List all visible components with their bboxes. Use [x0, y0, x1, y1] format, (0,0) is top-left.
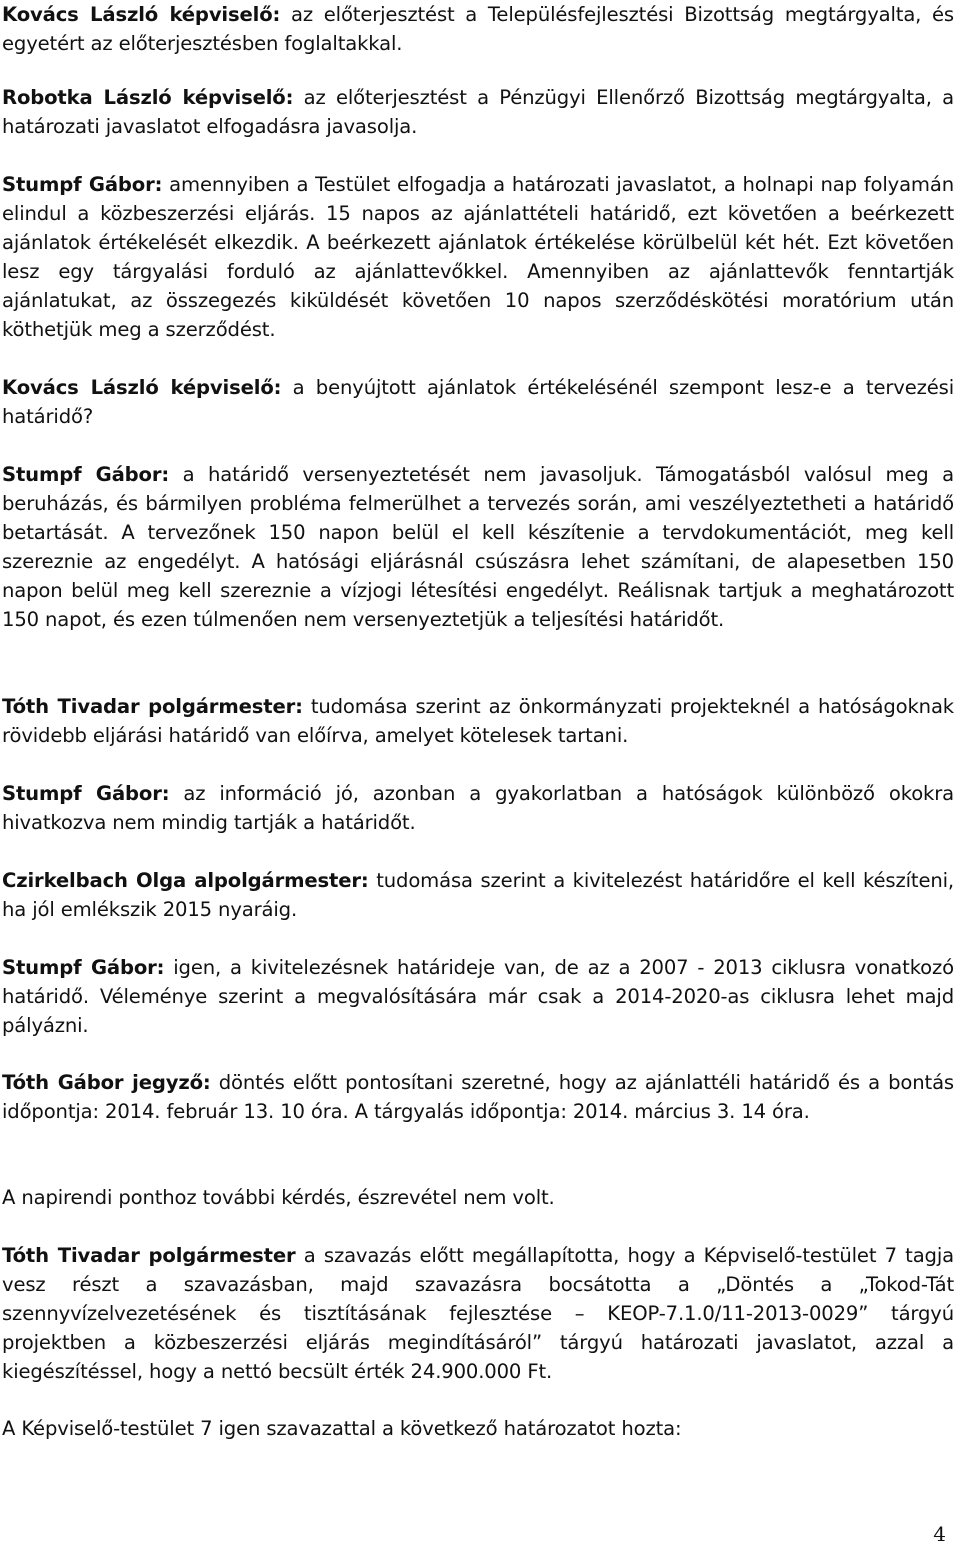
speaker-name: Stumpf Gábor:	[2, 173, 163, 196]
paragraph-toth-tivadar-2	[2, 1241, 954, 1386]
speaker-name: Stumpf Gábor:	[2, 782, 170, 805]
speaker-name: Czirkelbach Olga alpolgármester:	[2, 869, 369, 892]
speaker-name: Stumpf Gábor:	[2, 463, 170, 486]
paragraph-kovacs-1	[2, 0, 954, 58]
paragraph-toth-tivadar-1	[2, 692, 954, 750]
paragraph-czirkelbach	[2, 866, 954, 924]
paragraph-text: tudomása szerint az önkormányzati projekteknél a hatóságoknak rövidebb eljárási határidő van előírva, amelyet kötelesek tartani.	[2, 695, 955, 747]
speaker-name: Tóth Tivadar polgármester	[2, 1244, 296, 1267]
paragraph-text: az információ jó, azonban a gyakorlatban a hatóságok különböző okokra hivatkozva nem mindig tartják a határidőt.	[2, 782, 954, 834]
paragraph-text: döntés előtt pontosítani szeretné, hogy az ajánlattéli határidő és a bontás időpontja: 2014. február 13. 10 óra. A tárgyalás időpontja: 2014. március 3. 14 óra.	[2, 1071, 954, 1123]
speaker-name: Tóth Tivadar polgármester:	[2, 695, 303, 718]
paragraph-text: az előterjesztést a Településfejlesztési Bizottság megtárgyalta, és egyetért az előterjesztésben foglaltakkal.	[2, 3, 954, 55]
paragraph-text: tudomása szerint a kivitelezést határidőre el kell készíteni, ha jól emlékszik 2015 nyaráig.	[2, 869, 954, 921]
paragraph-text: az előterjesztést a Pénzügyi Ellenőrző Bizottság megtárgyalta, a határozati javaslatot elfogadásra javasolja.	[2, 86, 954, 138]
paragraph-no-questions	[2, 1183, 954, 1212]
page-number: 4	[933, 1522, 946, 1546]
paragraph-stumpf-4	[2, 953, 954, 1040]
paragraph-text: A napirendi ponthoz további kérdés, észrevétel nem volt.	[2, 1186, 555, 1209]
paragraph-robotka	[2, 83, 954, 141]
paragraph-text: amennyiben a Testület elfogadja a határozati javaslatot, a holnapi nap folyamán elindul a közbeszerzési eljárás. 15 napos az ajánlattételi határidő, ezt követően a beérkezett ajánlatok értékelését elkezdik. A beérkezett ajánlatok értékelése körülbelül két hét. Ezt követően lesz egy tárgyalási forduló az ajánlattevőkkel. Amennyiben az ajánlattevők fenntartják ajánlatukat, az összegezés kiküldését követően 10 napos szerződéskötési moratórium után köthetjük meg a szerződést.	[2, 173, 954, 341]
paragraph-text: a határidő versenyeztetését nem javasoljuk. Támogatásból valósul meg a beruházás, és bármilyen probléma felmerülhet a tervezés során, ami veszélyeztetheti a határidő betartását. A tervezőnek 150 napon belül el kell készítenie a tervdokumentációt, meg kell szereznie az engedélyt. A hatósági eljárásnál csúszásra lehet számítani, de alapesetben 150 napon belül meg kell szereznie a vízjogi létesítési engedélyt. Reálisnak tartjuk a meghatározott 150 napot, és ezen túlmenően nem versenyeztetjük a teljesítési határidőt.	[2, 463, 954, 631]
paragraph-text: A Képviselő-testület 7 igen szavazattal a következő határozatot hozta:	[2, 1417, 682, 1440]
speaker-name: Stumpf Gábor:	[2, 956, 165, 979]
paragraph-kovacs-2	[2, 373, 954, 431]
speaker-name: Kovács László képviselő:	[2, 3, 281, 26]
speaker-name: Tóth Gábor jegyző:	[2, 1071, 211, 1094]
paragraph-text: a benyújtott ajánlatok értékelésénél szempont lesz-e a tervezési határidő?	[2, 376, 954, 428]
paragraph-text: igen, a kivitelezésnek határideje van, de az a 2007 - 2013 ciklusra vonatkozó határidő. Véleménye szerint a megvalósítására már csak a 2014-2020-as ciklusra lehet majd pályázni.	[2, 956, 954, 1037]
paragraph-stumpf-2	[2, 460, 954, 634]
paragraph-toth-gabor	[2, 1068, 954, 1126]
speaker-name: Robotka László képviselő:	[2, 86, 294, 109]
speaker-name: Kovács László képviselő:	[2, 376, 282, 399]
paragraph-text: a szavazás előtt megállapította, hogy a Képviselő-testület 7 tagja vesz részt a szavazásban, majd szavazásra bocsátotta a „Döntés a „Tokod-Tát szennyvízelvezetésének és tisztításának fejlesztése – KEOP-7.1.0/11-2013-0029” tárgyú projektben a közbeszerzési eljárás megindításáról” tárgyú határozati javaslatot, azzal a kiegészítéssel, hogy a nettó becsült érték 24.900.000 Ft.	[2, 1244, 955, 1383]
paragraph-stumpf-1	[2, 170, 954, 344]
paragraph-stumpf-3	[2, 779, 954, 837]
paragraph-resolution	[2, 1414, 954, 1443]
